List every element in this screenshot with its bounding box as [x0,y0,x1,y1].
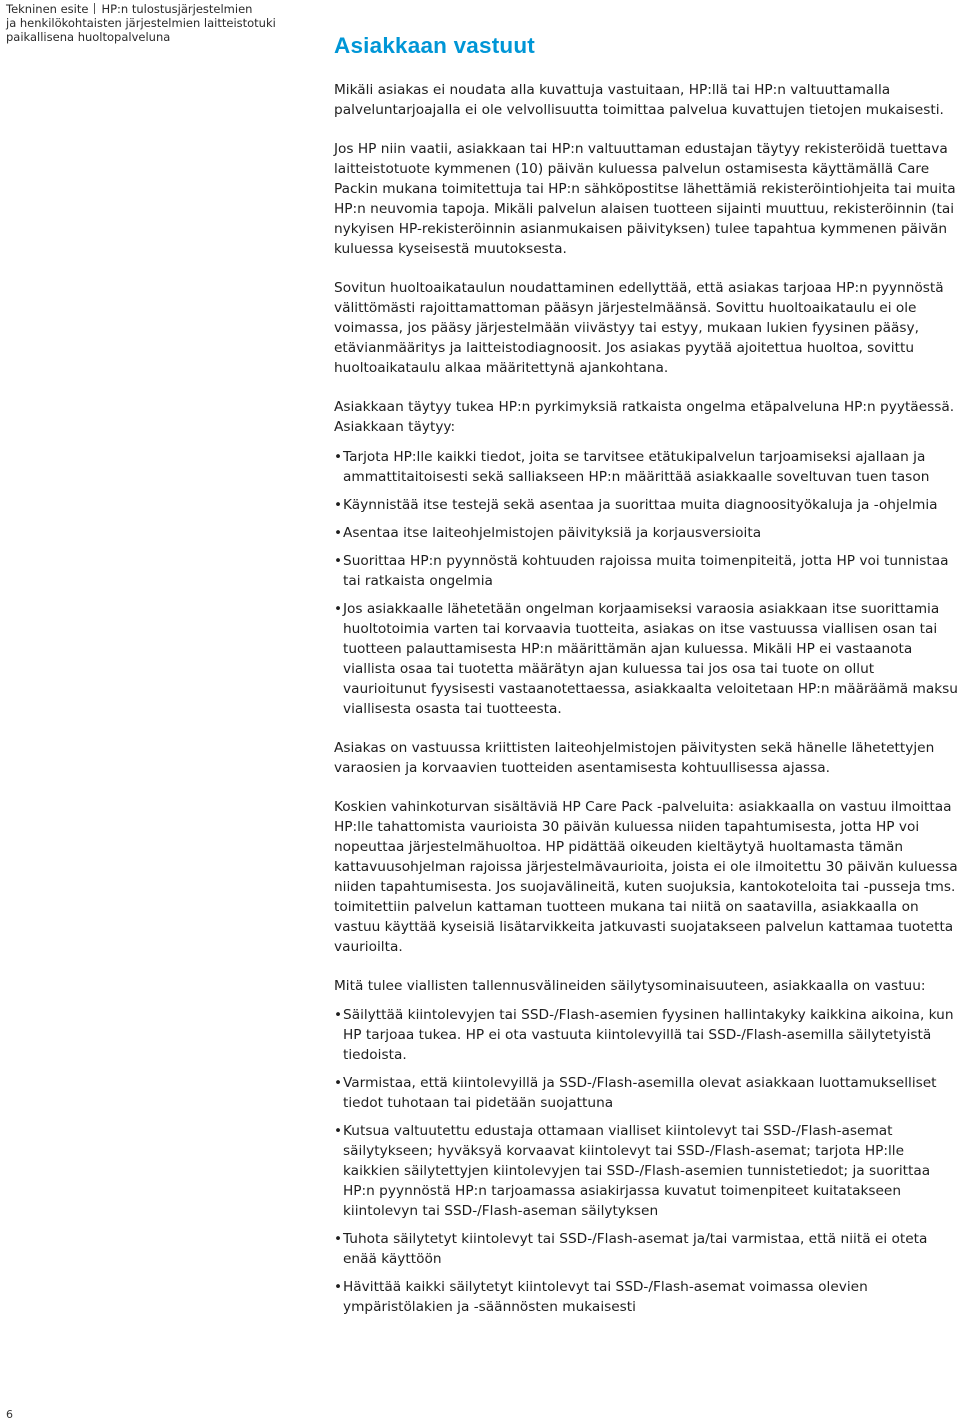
list-item: • Jos asiakkaalle lähetetään ongelman korjaamiseksi varaosia asiakkaan itse suorittamia huoltotoimia varten tai korvaavia tuotteita, asiakas on itse vastuussa viallisen osan tai tuotteen palauttamisesta HP:n määrittämän ajan kuluessa. Mikäli HP ei vastaanota viallista osaa tai tuotetta määrätyn ajan kuluessa tai jos osa tai tuote on ollut vaurioitunut fyysisesti vastaanotettaessa, asiakkaalta veloitetaan HP:n määräämä maksu viallisesta osasta tai tuotteesta. [334,599,960,719]
running-header [6,2,276,44]
list-item: • Käynnistää itse testejä sekä asentaa ja suorittaa muita diagnoosityökaluja ja -ohjelmia [334,495,960,515]
paragraph: Mikäli asiakas ei noudata alla kuvattuja vastuitaan, HP:llä tai HP:n valtuuttamalla palveluntarjoajalla ei ole velvollisuutta toimittaa palvelua kuvattujen tietojen mukaisesti. [334,82,944,118]
section-body [334,80,960,1336]
paragraph: Jos HP niin vaatii, asiakkaan tai HP:n valtuuttaman edustajan täytyy rekisteröidä tuettava laitteistotuote kymmenen (10) päivän kuluessa palvelun ostamisesta käyttämällä Care Packin mukana toimitettuja tai HP:n sähköpostitse lähettämiä rekisteröintiohjeita tai muita HP:n neuvomia tapoja. Mikäli palvelun alaisen tuotteen sijainti muuttuu, rekisteröinnin (tai nykyisen HP-rekisteröinnin asianmukaisen päivityksen) tulee tapahtua kymmenen päivän kuluessa kyseisestä muutoksesta. [334,141,956,257]
header-separator [94,3,95,14]
page-number: 6 [6,1408,13,1421]
paragraph: Sovitun huoltoaikataulun noudattaminen edellyttää, että asiakas tarjoaa HP:n pyynnöstä välittömästi rajoittamattoman pääsyn järjestelmäänsä. Sovittu huoltoaikataulu ei ole voimassa, jos pääsy järjestelmään viivästyy tai estyy, mukaan lukien fyysinen pääsy, etävianmääritys ja laitteistodiagnoosit. Jos asiakas pyytää ajoitettua huoltoa, sovittu huoltoaikataulu alkaa määritettynä ajankohtana. [334,280,944,376]
list-item: • Tarjota HP:lle kaikki tiedot, joita se tarvitsee etätukipalvelun tarjoamiseksi ajallaan ja ammattitaitoisesti sekä salliakseen HP:n määrittää asiakkaalle soveltuvan tuen tason [334,447,960,487]
list-item: • Suorittaa HP:n pyynnöstä kohtuuden rajoissa muita toimenpiteitä, jotta HP voi tunnistaa tai ratkaista ongelmia [334,551,960,591]
header-title-line-2: ja henkilökohtaisten järjestelmien laitteistotuki [6,16,276,30]
doc-type-label: Tekninen esite [6,2,89,16]
section-title: Asiakkaan vastuut [334,33,535,58]
header-line-1 [6,2,276,16]
list-item: • Tuhota säilytetyt kiintolevyt tai SSD-/Flash-asemat ja/tai varmistaa, että niitä ei oteta enää käyttöön [334,1229,960,1269]
media-retention-list [334,1005,960,1317]
header-title-line-3: paikallisena huoltopalveluna [6,30,171,44]
paragraph: Mitä tulee viallisten tallennusvälineiden säilytysominaisuuteen, asiakkaalla on vastuu: [334,978,926,994]
paragraph: Koskien vahinkoturvan sisältäviä HP Care Pack -palveluita: asiakkaalla on vastuu ilmoittaa HP:lle tahattomista vaurioista 30 päivän kuluessa niiden tapahtumisesta, jotta HP voi nopeuttaa järjestelmähuoltoa. HP pidättää oikeuden kieltäytyä huoltamasta tämän kattavuusohjelman rajoissa järjestelmävaurioita, joista ei ole ilmoitettu 30 päivän kuluessa niiden tapahtumisesta. Jos suojavälineitä, kuten suojuksia, kantokoteloita tai -pusseja tms. toimitettiin palvelun kattaman tuotteen mukana tai niitä on saatavilla, asiakkaalla on vastuu käyttää kyseisiä lisätarvikkeita jatkuvasti suojatakseen palvelun kattamaa tuotetta vaurioilta. [334,799,958,955]
list-item: • Asentaa itse laiteohjelmistojen päivityksiä ja korjausversioita [334,523,960,543]
list-item: • Varmistaa, että kiintolevyillä ja SSD-/Flash-asemilla olevat asiakkaan luottamukselliset tiedot tuhotaan tai pidetään suojattuna [334,1073,960,1113]
paragraph: Asiakas on vastuussa kriittisten laiteohjelmistojen päivitysten sekä hänelle lähetettyjen varaosien ja korvaavien tuotteiden asentamisesta kohtuullisessa ajassa. [334,740,935,776]
header-title-line-1: HP:n tulostusjärjestelmien [101,2,253,16]
customer-duties-list [334,447,960,719]
list-item: • Hävittää kaikki säilytetyt kiintolevyt tai SSD-/Flash-asemat voimassa olevien ympäristölakien ja -säännösten mukaisesti [334,1277,960,1317]
list-item: • Kutsua valtuutettu edustaja ottamaan vialliset kiintolevyt tai SSD-/Flash-asemat säilytykseen; hyväksyä korvaavat kiintolevyt tai SSD-/Flash-asemat; tarjota HP:lle kaikkien säilytettyjen kiintolevyjen tai SSD-/Flash-asemien tunnistetiedot; ja suorittaa HP:n pyynnöstä HP:n tarjoamassa asiakirjassa kuvatut toimenpiteet kuitatakseen kiintolevyn tai SSD-/Flash-aseman säilytyksen [334,1121,960,1221]
paragraph: Asiakkaan täytyy tukea HP:n pyrkimyksiä ratkaista ongelma etäpalveluna HP:n pyytäessä. Asiakkaan täytyy: [334,399,955,435]
list-item: • Säilyttää kiintolevyjen tai SSD-/Flash-asemien fyysinen hallintakyky kaikkina aikoina, kun HP tarjoaa tukea. HP ei ota vastuuta kiintolevyillä tai SSD-/Flash-asemilla säilytetyistä tiedoista. [334,1005,960,1065]
